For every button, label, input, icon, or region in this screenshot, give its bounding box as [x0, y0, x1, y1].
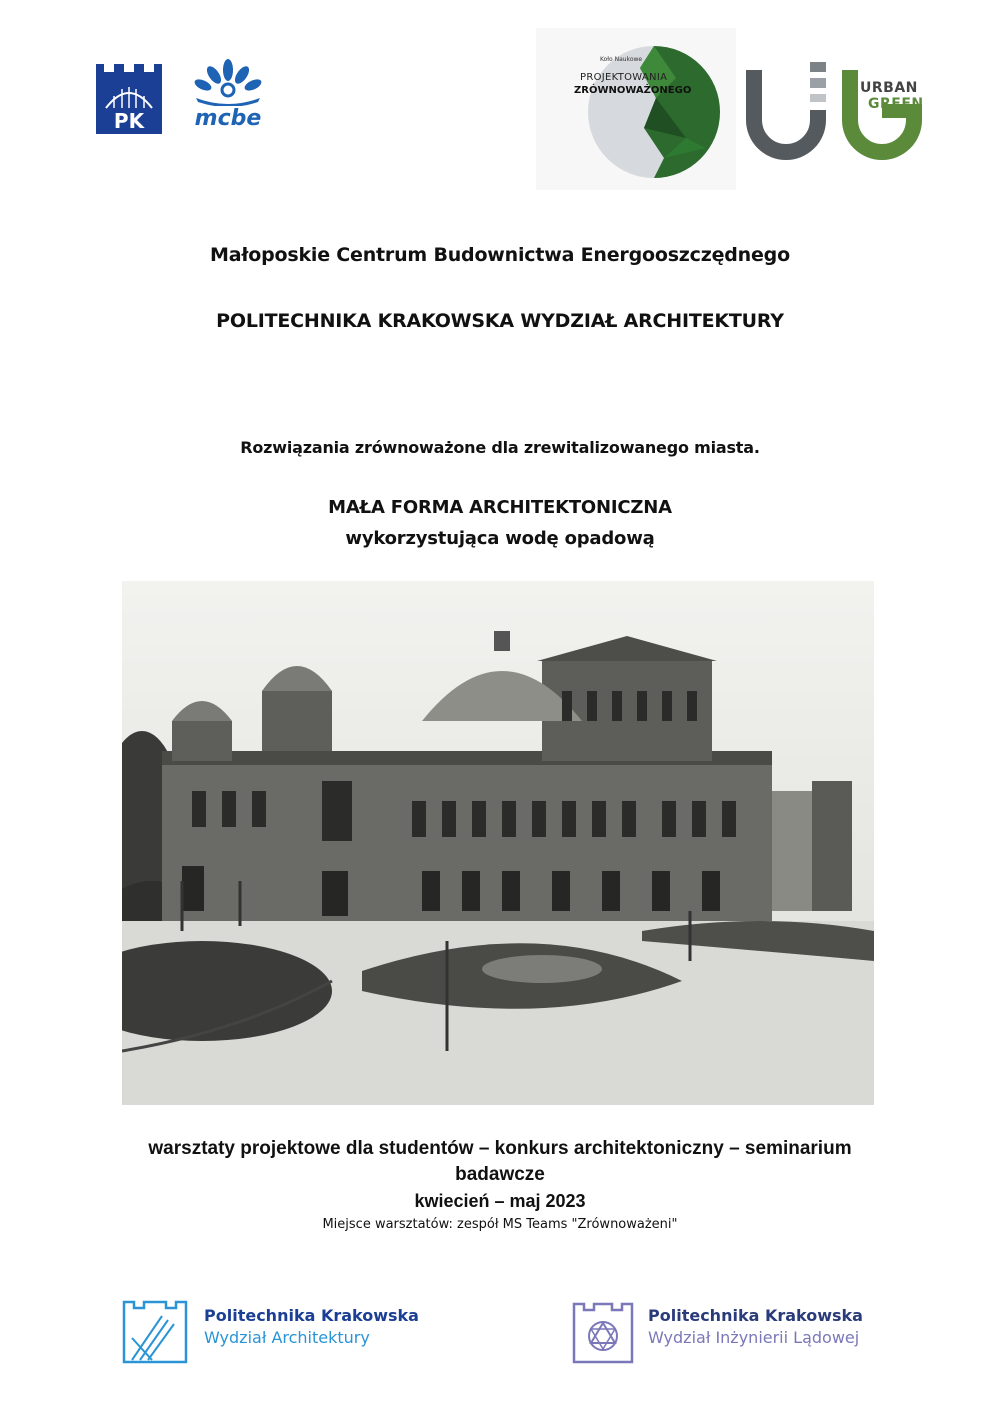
- main-title-line2: wykorzystująca wodę opadową: [345, 528, 655, 549]
- wa-castle-icon: [122, 1298, 188, 1364]
- kolo-line2: ZRÓWNOWAŻONEGO: [574, 85, 692, 96]
- wydzial-inzynierii-logo: [572, 1300, 892, 1366]
- org-name-1: Małoposkie Centrum Budownictwa Energooszczędnego: [210, 244, 790, 266]
- pk-logo: [96, 64, 162, 134]
- footer-left-faculty: Wydział Architektury: [204, 1328, 370, 1347]
- event-place: Miejsce warsztatów: zespół MS Teams "Zrównoważeni": [322, 1217, 678, 1232]
- mcbe-logo-label: mcbe: [194, 106, 262, 131]
- theatre-photo: [122, 581, 874, 1105]
- footer-left-name: Politechnika Krakowska: [204, 1306, 419, 1325]
- urban-green-logo: [746, 58, 928, 162]
- mcbe-flower-icon: [188, 58, 268, 106]
- event-dates: kwiecień – maj 2023: [414, 1191, 586, 1211]
- footer-right-faculty: Wydział Inżynierii Lądowej: [648, 1328, 860, 1347]
- theatre-building-image: [122, 581, 874, 1105]
- wydzial-architektury-logo: [122, 1298, 442, 1364]
- wil-castle-icon: [572, 1300, 634, 1364]
- kolo-line1: PROJEKTOWANIA: [580, 72, 668, 83]
- ug-word-urban: URBAN: [860, 80, 918, 96]
- footer-right-name: Politechnika Krakowska: [648, 1306, 863, 1325]
- kolo-circle-icon: [536, 28, 736, 190]
- subtitle: Rozwiązania zrównoważone dla zrewitalizowanego miasta.: [240, 438, 760, 457]
- event-type-line2: badawcze: [455, 1164, 545, 1185]
- event-type-line1: warsztaty projektowe dla studentów – konkurs architektoniczny – seminarium: [148, 1138, 852, 1159]
- ug-word-green: GREEN: [868, 96, 924, 112]
- pk-logo-label: PK: [113, 109, 145, 133]
- kolo-naukowe-logo: [536, 28, 736, 190]
- org-name-2: POLITECHNIKA KRAKOWSKA WYDZIAŁ ARCHITEKTURY: [216, 310, 784, 332]
- main-title-line1: MAŁA FORMA ARCHITEKTONICZNA: [328, 497, 672, 518]
- kolo-small-label: Koło Naukowe: [600, 56, 643, 63]
- mcbe-logo: [188, 58, 268, 134]
